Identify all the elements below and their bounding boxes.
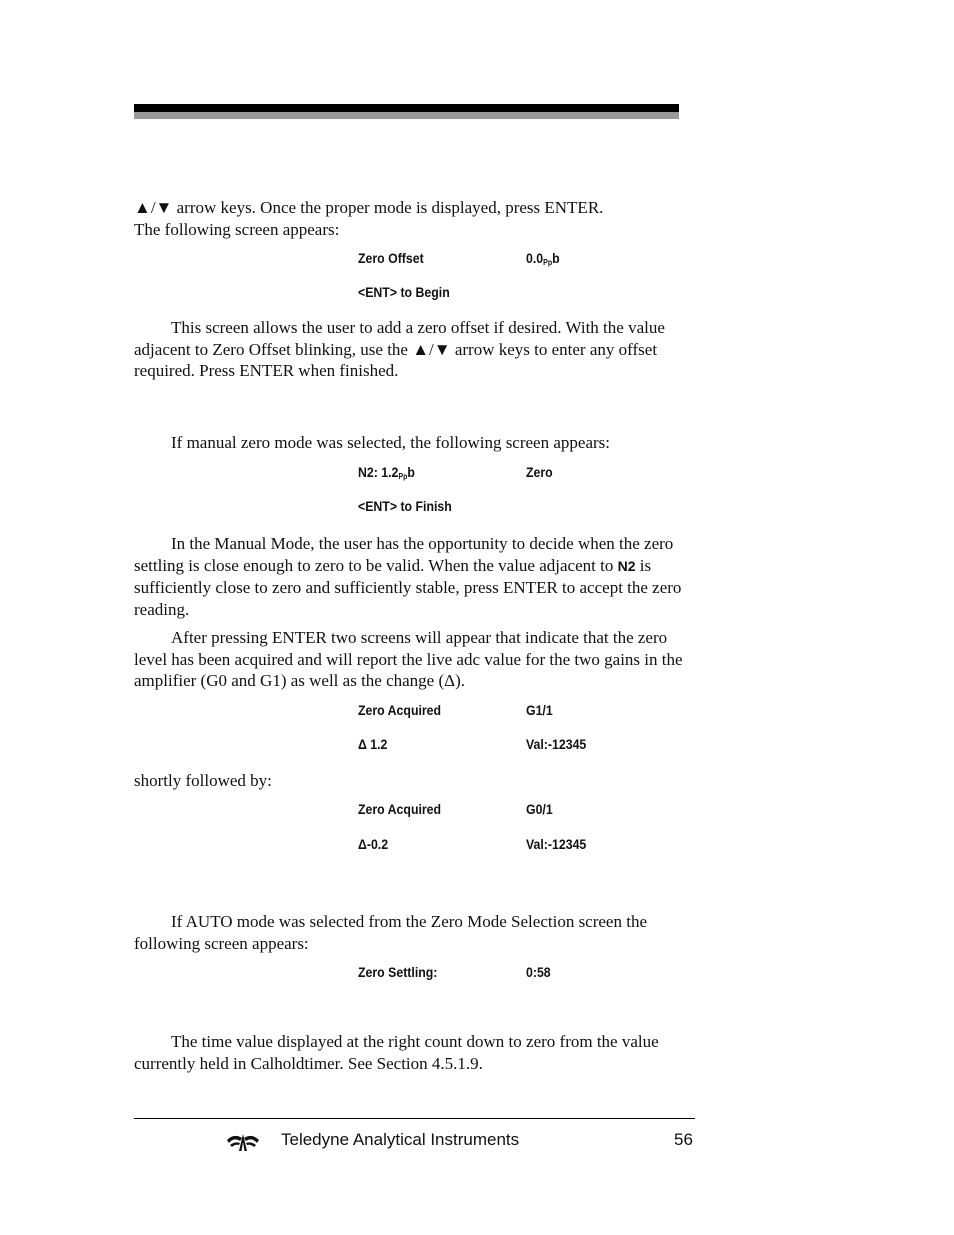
time-value-paragraph: The time value displayed at the right count down to zero from the value currently held in Calholdtimer. See Section 4.5.1.9. [134, 1032, 659, 1073]
screen2-zero-label: Zero [526, 464, 553, 480]
screen1-zero-offset-value: $0.0_{Pp}b$ [526, 250, 560, 267]
screen2-ent-to-finish: <ENT> to Finish [358, 498, 452, 514]
shortly-followed-text: shortly followed by: [134, 771, 272, 790]
screen4-delta: Δ-0.2 [358, 836, 389, 852]
intro-paragraph: ▲/▼ arrow keys. Once the proper mode is displayed, press ENTER. The following screen appears: [134, 198, 604, 239]
screen1-ent-to-begin: <ENT> to Begin [358, 284, 450, 300]
screen5-zero-settling: Zero Settling: [358, 964, 438, 980]
screen3-gain: G1/1 [526, 702, 553, 718]
manual-mode-paragraph: In the Manual Mode, the user has the opportunity to decide when the zero settling is close enough to zero to be valid. When the value adjacent to N2 is sufficiently close to zero and sufficiently stable, press ENTER to accept the zero reading. [134, 534, 682, 619]
footer-page-number: 56 [674, 1130, 693, 1149]
offset-paragraph: This screen allows the user to add a zero offset if desired. With the value adjacent to Zero Offset blinking, use the ▲/▼ arrow keys to enter any offset required. Press ENTER when finished. [134, 318, 665, 380]
screen3-zero-acquired: Zero Acquired [358, 702, 442, 718]
screen3-delta: Δ 1.2 [358, 736, 388, 752]
manual-intro-paragraph: If manual zero mode was selected, the following screen appears: [171, 433, 610, 452]
footer-company-name: Teledyne Analytical Instruments [281, 1130, 520, 1149]
screen1-zero-offset-label: Zero Offset [358, 250, 424, 266]
screen4-zero-acquired: Zero Acquired [358, 801, 442, 817]
arrow-keys-text: ▲/▼ [134, 198, 173, 217]
auto-mode-paragraph: If AUTO mode was selected from the Zero Mode Selection screen the following screen appears: [134, 912, 647, 953]
screen4-gain: G0/1 [526, 801, 553, 817]
screen5-timer: 0:58 [526, 964, 551, 980]
header-rule-black [134, 104, 679, 112]
header-rule-gray [134, 112, 679, 119]
screen4-val: Val:-12345 [526, 836, 587, 852]
teledyne-logo-icon [226, 1131, 260, 1153]
after-enter-paragraph: After pressing ENTER two screens will appear that indicate that the zero level has been acquired and will report the live adc value for the two gains in the amplifier (G0 and G1) as well as the change (Δ). [134, 628, 683, 690]
screen3-val: Val:-12345 [526, 736, 587, 752]
screen2-n2-reading: N2: $1.2_{Pp}b$ [358, 464, 415, 481]
footer-rule [134, 1118, 695, 1119]
